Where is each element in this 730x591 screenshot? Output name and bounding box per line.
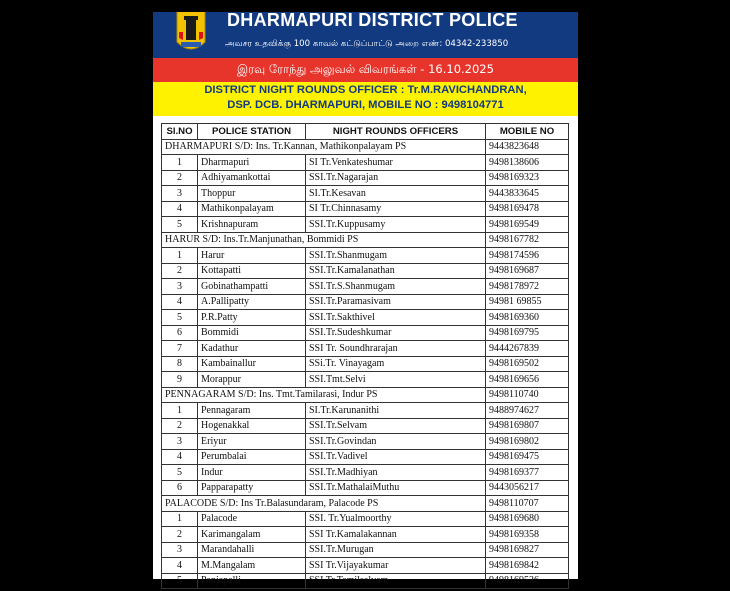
table-row <box>162 434 569 450</box>
serial-number: 1 <box>162 155 198 171</box>
officer-name: SSI.Tr.Govindan <box>306 434 486 450</box>
date-banner <box>153 58 578 82</box>
table-row <box>162 341 569 357</box>
serial-number: 6 <box>162 480 198 496</box>
table-row <box>162 294 569 310</box>
mobile-number: 9498169680 <box>486 511 569 527</box>
officer-name: SSI.Tr.S.Shanmugam <box>306 279 486 295</box>
table-row <box>162 403 569 419</box>
table-row <box>162 465 569 481</box>
table-row <box>162 449 569 465</box>
serial-number: 2 <box>162 527 198 543</box>
officer-name: SSI.Tr.Selvam <box>306 418 486 434</box>
police-station: Marandahalli <box>198 542 306 558</box>
police-station: Pennagaram <box>198 403 306 419</box>
serial-number: 1 <box>162 403 198 419</box>
serial-number: 6 <box>162 325 198 341</box>
police-station: Dharmapuri <box>198 155 306 171</box>
column-header-mobile: MOBILE NO <box>486 124 569 140</box>
police-station: Kambainallur <box>198 356 306 372</box>
division-row <box>162 139 569 155</box>
serial-number: 3 <box>162 434 198 450</box>
table-row <box>162 217 569 233</box>
police-station: Bommidi <box>198 325 306 341</box>
division-mobile: 9498110740 <box>486 387 569 403</box>
mobile-number: 9498169360 <box>486 310 569 326</box>
table-row <box>162 155 569 171</box>
table-row <box>162 356 569 372</box>
officer-name: SSi.Tr. Vinayagam <box>306 356 486 372</box>
division-row <box>162 496 569 512</box>
table-row <box>162 558 569 574</box>
table-row <box>162 170 569 186</box>
police-station: Kadathur <box>198 341 306 357</box>
officer-name: SSI.Tr.Kuppusamy <box>306 217 486 233</box>
mobile-number: 9498174596 <box>486 248 569 264</box>
table-header-row <box>162 124 569 140</box>
mobile-number: 9498169323 <box>486 170 569 186</box>
table-row <box>162 310 569 326</box>
division-label: PALACODE S/D: Ins Tr.Balasundaram, Palacode PS <box>162 496 486 512</box>
officer-name: SSI.Tr.Nagarajan <box>306 170 486 186</box>
officer-name: SSI.Tr.Shanmugam <box>306 248 486 264</box>
district-officer-line2: DSP. DCB. DHARMAPURI, MOBILE NO : 9498104771 <box>227 99 504 111</box>
police-station: Karimangalam <box>198 527 306 543</box>
column-header-officers: NIGHT ROUNDS OFFICERS <box>306 124 486 140</box>
officer-name: SSI Tr. Soundhrarajan <box>306 341 486 357</box>
division-label: DHARMAPURI S/D: Ins. Tr.Kannan, Mathikonpalayam PS <box>162 139 486 155</box>
table-row <box>162 186 569 202</box>
serial-number: 2 <box>162 170 198 186</box>
division-mobile: 9498167782 <box>486 232 569 248</box>
serial-number: 5 <box>162 465 198 481</box>
mobile-number: 9498169802 <box>486 434 569 450</box>
division-row <box>162 232 569 248</box>
officer-name: SSI. Tr.Yualmoorthy <box>306 511 486 527</box>
serial-number: 1 <box>162 248 198 264</box>
police-station: Kottapatti <box>198 263 306 279</box>
serial-number: 9 <box>162 372 198 388</box>
officer-name: SSI Tr.Kamalakannan <box>306 527 486 543</box>
serial-number: 2 <box>162 263 198 279</box>
mobile-number: 9443833645 <box>486 186 569 202</box>
serial-number: 3 <box>162 186 198 202</box>
serial-number: 4 <box>162 294 198 310</box>
police-station: Gobinathampatti <box>198 279 306 295</box>
division-mobile: 9498110707 <box>486 496 569 512</box>
officer-name: SSI.Tr.Madhiyan <box>306 465 486 481</box>
division-mobile: 9443823648 <box>486 139 569 155</box>
police-station: Eriyur <box>198 434 306 450</box>
mobile-number: 9498169478 <box>486 201 569 217</box>
police-station: A.Pallipatty <box>198 294 306 310</box>
district-officer-banner <box>153 82 578 116</box>
mobile-number: 9498138606 <box>486 155 569 171</box>
table-row <box>162 279 569 295</box>
serial-number: 8 <box>162 356 198 372</box>
mobile-number: 9498169377 <box>486 465 569 481</box>
table-row <box>162 527 569 543</box>
mobile-number: 9498169549 <box>486 217 569 233</box>
serial-number: 4 <box>162 558 198 574</box>
police-station: Papparapatty <box>198 480 306 496</box>
mobile-number: 9498169807 <box>486 418 569 434</box>
officer-name: SSI.Tr.Kamalanathan <box>306 263 486 279</box>
serial-number: 5 <box>162 310 198 326</box>
police-station: Hogenakkal <box>198 418 306 434</box>
mobile-number: 9498169795 <box>486 325 569 341</box>
table-row <box>162 201 569 217</box>
officer-name: SI Tr.Venkateshumar <box>306 155 486 171</box>
tn-police-emblem-icon <box>167 12 215 56</box>
mobile-number: 9498169475 <box>486 449 569 465</box>
serial-number: 5 <box>162 573 198 589</box>
officer-name: SSI.Tmt.Selvi <box>306 372 486 388</box>
officer-name: SSI.Tr.Sakthivel <box>306 310 486 326</box>
night-rounds-date-title: இரவு ரோந்து அலுவல் விவரங்கள் - 16.10.2025 <box>237 62 494 76</box>
police-station: P.R.Patty <box>198 310 306 326</box>
officer-name: SSI.Tr.Murugan <box>306 542 486 558</box>
emergency-contact-line: அவசர உதவிக்கு 100 காவல் கட்டுப்பாட்டு அறை எண்: 04342-233850 <box>225 39 509 49</box>
officer-name: SSI.Tr.Sudeshkumar <box>306 325 486 341</box>
mobile-number: 9498169358 <box>486 527 569 543</box>
police-station: Morappur <box>198 372 306 388</box>
serial-number: 1 <box>162 511 198 527</box>
serial-number: 3 <box>162 279 198 295</box>
mobile-number: 94981 69855 <box>486 294 569 310</box>
officer-name: SI Tr.Chinnasamy <box>306 201 486 217</box>
officer-name: SSI Tr.Vijayakumar <box>306 558 486 574</box>
division-row <box>162 387 569 403</box>
mobile-number: 9444267839 <box>486 341 569 357</box>
table-row <box>162 418 569 434</box>
police-station: Thoppur <box>198 186 306 202</box>
police-station: Perumbalai <box>198 449 306 465</box>
page-title: DHARMAPURI DISTRICT POLICE <box>227 10 518 30</box>
table-row <box>162 325 569 341</box>
serial-number: 3 <box>162 542 198 558</box>
police-station: Indur <box>198 465 306 481</box>
mobile-number: 9498169687 <box>486 263 569 279</box>
police-station: Krishnapuram <box>198 217 306 233</box>
table-body <box>162 139 569 589</box>
header-banner <box>153 12 578 58</box>
district-officer-line1: DISTRICT NIGHT ROUNDS OFFICER : Tr.M.RAVICHANDRAN, <box>204 84 527 96</box>
notice-sheet <box>153 10 578 587</box>
officer-name: SSI Tr.Tamilselvam <box>306 573 486 589</box>
serial-number: 4 <box>162 449 198 465</box>
table-row <box>162 542 569 558</box>
mobile-number: 9488974627 <box>486 403 569 419</box>
police-station: Harur <box>198 248 306 264</box>
mobile-number: 9443056217 <box>486 480 569 496</box>
officer-name: SSI.Tr.Vadivel <box>306 449 486 465</box>
serial-number: 7 <box>162 341 198 357</box>
column-header-slno: Sl.NO <box>162 124 198 140</box>
column-header-station: POLICE STATION <box>198 124 306 140</box>
mobile-number: 9498169536 <box>486 573 569 589</box>
police-station: Panjapalli <box>198 573 306 589</box>
police-station: Adhiyamankottai <box>198 170 306 186</box>
officer-name: SSI.Tr.Paramasivam <box>306 294 486 310</box>
police-station: M.Mangalam <box>198 558 306 574</box>
night-rounds-table <box>161 123 569 589</box>
division-label: HARUR S/D: Ins.Tr.Manjunathan, Bommidi PS <box>162 232 486 248</box>
table-row <box>162 263 569 279</box>
police-station: Palacode <box>198 511 306 527</box>
table-row <box>162 480 569 496</box>
division-label: PENNAGARAM S/D: Ins. Tmt.Tamilarasi, Indur PS <box>162 387 486 403</box>
serial-number: 5 <box>162 217 198 233</box>
table-row <box>162 248 569 264</box>
mobile-number: 9498169502 <box>486 356 569 372</box>
officer-name: SSI.Tr.MathalaiMuthu <box>306 480 486 496</box>
mobile-number: 9498169842 <box>486 558 569 574</box>
mobile-number: 9498178972 <box>486 279 569 295</box>
officer-name: SI.Tr.Karunanithi <box>306 403 486 419</box>
police-station: Mathikonpalayam <box>198 201 306 217</box>
table-row <box>162 372 569 388</box>
serial-number: 2 <box>162 418 198 434</box>
officer-name: SI.Tr.Kesavan <box>306 186 486 202</box>
mobile-number: 9498169656 <box>486 372 569 388</box>
mobile-number: 9498169827 <box>486 542 569 558</box>
table-row <box>162 511 569 527</box>
serial-number: 4 <box>162 201 198 217</box>
table-row <box>162 573 569 589</box>
